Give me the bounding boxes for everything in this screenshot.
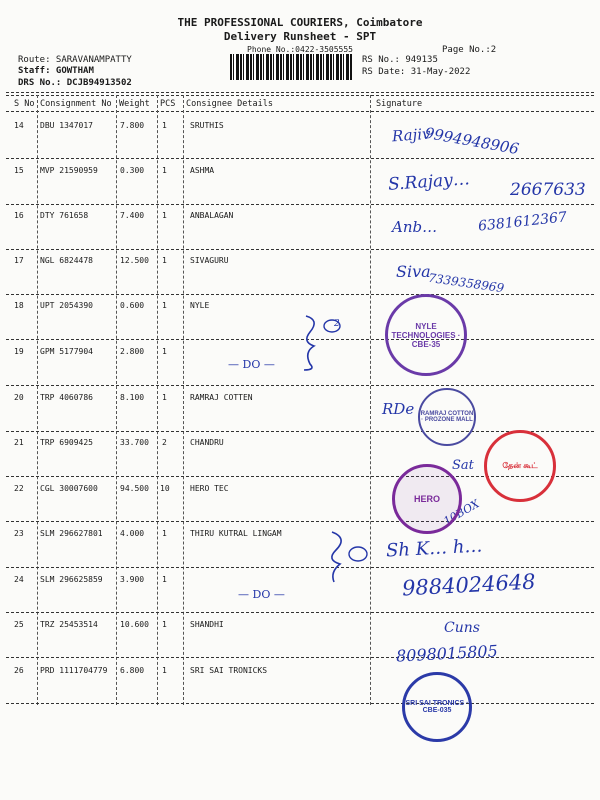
row-18-weight: 0.600 [120, 301, 145, 310]
row-17-weight: 12.500 [120, 256, 149, 265]
row-22-pcs: 10 [160, 484, 170, 493]
row-rule [6, 204, 594, 205]
row-14-consignee: SRUTHIS [190, 121, 224, 130]
col-divider [183, 95, 184, 705]
col-consignment: Consignment No [40, 99, 112, 109]
row-24-consignment: SLM 296625859 [40, 575, 103, 584]
row-21-sno: 21 [14, 438, 24, 447]
rs-number: RS No.: 949135 [362, 55, 438, 65]
signature-row-25: Cuns [444, 620, 480, 636]
row-21-pcs: 2 [162, 438, 167, 447]
row-26-weight: 6.800 [120, 666, 145, 675]
mark-two: 2 [334, 319, 340, 329]
row-15-consignment: MVP 21590959 [40, 166, 98, 175]
handwritten-phone-24: 9884024648 [401, 569, 537, 601]
row-20-consignment: TRP 4060786 [40, 393, 93, 402]
col-divider [116, 95, 117, 705]
col-signature: Signature [376, 99, 423, 109]
row-17-sno: 17 [14, 256, 24, 265]
row-26-pcs: 1 [162, 666, 167, 675]
row-20-consignee: RAMRAJ COTTEN [190, 393, 253, 402]
rs-date: RS Date: 31-May-2022 [362, 67, 471, 77]
row-rule-end [6, 703, 594, 704]
row-rule [6, 612, 594, 613]
phone-number: Phone No.:0422-3505555 [247, 45, 353, 54]
col-weight: Weight [119, 99, 150, 109]
row-14-pcs: 1 [162, 121, 167, 130]
signature-row-22: Sat [452, 458, 474, 473]
row-rule [6, 249, 594, 250]
row-17-consignee: SIVAGURU [190, 256, 229, 265]
sheet-title: Delivery Runsheet - SPT [223, 30, 377, 43]
company-title: THE PROFESSIONAL COURIERS, Coimbatore [177, 16, 423, 29]
signature-row-16: Anb… [392, 218, 438, 236]
row-17-pcs: 1 [162, 256, 167, 265]
col-sno: S No [14, 99, 35, 109]
row-26-consignee: SRI SAI TRONICKS [190, 666, 268, 675]
row-25-pcs: 1 [162, 620, 167, 629]
handwritten-phone-17: 7339358969 [427, 270, 505, 296]
row-16-sno: 16 [14, 211, 24, 220]
row-22-consignee: HERO TEC [190, 484, 229, 493]
header-rule-top-2 [6, 95, 594, 96]
barcode [230, 54, 352, 80]
col-divider [157, 95, 158, 705]
row-23-sno: 23 [14, 529, 24, 538]
row-rule [6, 385, 594, 386]
header-rule-top [6, 92, 594, 93]
row-rule [6, 567, 594, 568]
row-16-consignee: ANBALAGAN [190, 211, 234, 220]
handwritten-phone-16: 6381612367 [477, 209, 568, 235]
row-25-consignee: SHANDHI [190, 620, 224, 629]
row-20-sno: 20 [14, 393, 24, 402]
row-19-sno: 19 [14, 347, 24, 356]
row-16-pcs: 1 [162, 211, 167, 220]
row-rule [6, 521, 594, 522]
col-divider [37, 95, 38, 705]
row-15-consignee: ASHMA [190, 166, 215, 175]
row-23-consignee: THIRU KUTRAL LINGAM [190, 529, 282, 538]
ramraj-cotton-stamp: RAMRAJ COTTON · PROZONE MALL [418, 388, 476, 446]
row-23-pcs: 1 [162, 529, 167, 538]
row-21-consignee: CHANDRU [190, 438, 224, 447]
signature-row-15: S.Rajay… [387, 169, 471, 195]
row-15-sno: 15 [14, 166, 24, 175]
staff: Staff: GOWTHAM [18, 66, 94, 76]
col-consignee: Consignee Details [186, 99, 273, 109]
row-18-pcs: 1 [162, 301, 167, 310]
row-16-consignment: DTY 761658 [40, 211, 89, 220]
row-18-sno: 18 [14, 301, 24, 310]
row-15-pcs: 1 [162, 166, 167, 175]
row-24-sno: 24 [14, 575, 24, 584]
signature-row-23: Sh K… h… [385, 535, 483, 562]
row-16-weight: 7.400 [120, 211, 145, 220]
row-20-weight: 8.100 [120, 393, 145, 402]
row-14-weight: 7.800 [120, 121, 145, 130]
row-19-consignment: GPM 5177904 [40, 347, 93, 356]
row-rule [6, 657, 594, 658]
signature-row-14: Rajiv [391, 124, 432, 146]
row-19-weight: 2.800 [120, 347, 145, 356]
sri-sai-tronics-stamp: SRI SAI TRONICS · CBE-035 [402, 672, 472, 742]
row-21-consignment: TRP 6909425 [40, 438, 93, 447]
row-25-consignment: TRZ 25453514 [40, 620, 98, 629]
drs-number: DRS No.: DCJB94913502 [18, 78, 132, 88]
row-rule [6, 294, 594, 295]
row-23-consignment: SLM 296627801 [40, 529, 103, 538]
row-14-sno: 14 [14, 121, 24, 130]
row-24-weight: 3.900 [120, 575, 145, 584]
row-24-pcs: 1 [162, 575, 167, 584]
signature-row-20: RDe [382, 400, 415, 418]
row-25-weight: 10.600 [120, 620, 149, 629]
ditto-mark-24: — DO — [238, 588, 285, 601]
col-divider [370, 95, 371, 705]
header-rule-bottom [6, 111, 594, 112]
page-number: Page No.:2 [442, 45, 497, 55]
row-26-sno: 26 [14, 666, 24, 675]
signature-row-17: Siva [396, 262, 431, 281]
hero-tec-stamp: HERO [392, 464, 462, 534]
row-18-consignment: UPT 2054390 [40, 301, 93, 310]
row-22-weight: 94.500 [120, 484, 149, 493]
row-23-weight: 4.000 [120, 529, 145, 538]
bracket-mark-23-24 [318, 528, 378, 588]
row-19-pcs: 1 [162, 347, 167, 356]
route: Route: SARAVANAMPATTY [18, 55, 132, 65]
row-14-consignment: DBU 1347017 [40, 121, 93, 130]
row-rule [6, 158, 594, 159]
row-22-consignment: CGL 30007600 [40, 484, 98, 493]
row-25-sno: 25 [14, 620, 24, 629]
handwritten-10box: 10BOX [441, 497, 482, 528]
handwritten-number-15: 2667633 [510, 180, 586, 200]
nyle-technologies-stamp: NYLE TECHNOLOGIES · CBE-35 [385, 294, 467, 376]
row-20-pcs: 1 [162, 393, 167, 402]
red-shop-stamp: தேன் கூட் [484, 430, 556, 502]
col-pcs: PCS [160, 99, 176, 109]
row-22-sno: 22 [14, 484, 24, 493]
handwritten-phone-25: 8098015805 [395, 641, 499, 666]
row-21-weight: 33.700 [120, 438, 149, 447]
row-15-weight: 0.300 [120, 166, 145, 175]
ditto-mark-19: — DO — [228, 358, 275, 371]
row-17-consignment: NGL 6824478 [40, 256, 93, 265]
handwritten-phone-14: 9994948906 [423, 123, 521, 159]
row-18-consignee: NYLE [190, 301, 210, 310]
row-26-consignment: PRD 1111704779 [40, 666, 108, 675]
